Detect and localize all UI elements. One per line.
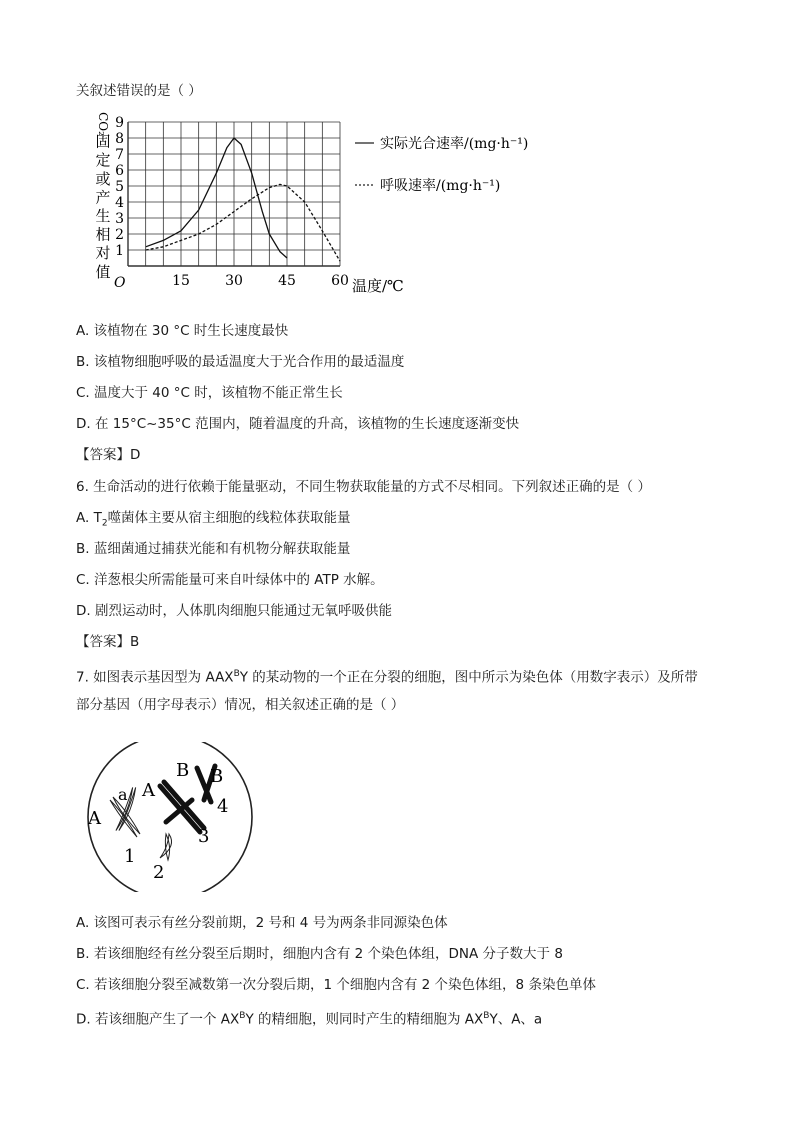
q5-stem: 关叙述错误的是（ ） bbox=[76, 83, 202, 99]
q5-answer: 【答案】D bbox=[76, 447, 141, 463]
x-axis-label: 温度/℃ bbox=[352, 277, 404, 295]
y-tick-label: 3 bbox=[115, 211, 124, 227]
x-tick-label: 15 bbox=[172, 273, 190, 289]
q6-answer: 【答案】B bbox=[76, 634, 140, 650]
label-3: 3 bbox=[198, 826, 210, 847]
chart-lines bbox=[146, 138, 340, 261]
x-tick-label: 45 bbox=[278, 273, 296, 289]
q7-option-d: D. 若该细胞产生了一个 $AX^BY$ 的精细胞，则同时产生的精细胞为 $AX^BY$、A、a bbox=[76, 1011, 543, 1028]
y-label-char: CO₂ bbox=[96, 112, 110, 136]
y-tick-label: 6 bbox=[115, 163, 124, 179]
q5-option-d: D. 在 15°C~35°C 范围内，随着温度的升高，该植物的生长速度逐渐变快 bbox=[76, 416, 520, 432]
label-B-right: B bbox=[210, 766, 224, 787]
q6-option-d: D. 剧烈运动时，人体肌肉细胞只能通过无氧呼吸供能 bbox=[76, 603, 392, 619]
q7-stem-line1: 7. 如图表示基因型为 $AAX^BY$ 的某动物的一个正在分裂的细胞，图中所示为染色体（用数字表示）及所带 bbox=[76, 669, 698, 686]
y-tick-label: 2 bbox=[115, 227, 124, 243]
x-tick-label: 30 bbox=[225, 273, 243, 289]
chart-grid bbox=[128, 122, 340, 266]
q7-option-a: A. 该图可表示有丝分裂前期，2 号和 4 号为两条非同源染色体 bbox=[76, 915, 448, 931]
y-label-char: 固 bbox=[95, 132, 111, 151]
temperature-chart bbox=[0, 106, 794, 316]
y-tick-label: 9 bbox=[115, 115, 124, 131]
legend-solid-label: 实际光合速率/(mg·h⁻¹) bbox=[380, 136, 529, 152]
y-label-char: 产 bbox=[95, 188, 111, 207]
q7-stem-line2: 部分基因（用字母表示）情况，相关叙述正确的是（ ） bbox=[76, 697, 405, 713]
label-4: 4 bbox=[217, 796, 229, 817]
q7-option-c: C. 若该细胞分裂至减数第一次分裂后期，1 个细胞内含有 2 个染色体组，8 条染色单体 bbox=[76, 977, 596, 993]
y-label-char: 定 bbox=[95, 151, 111, 170]
y-label-char: 值 bbox=[95, 262, 111, 281]
q7-option-b: B. 若该细胞经有丝分裂至后期时，细胞内含有 2 个染色体组，DNA 分子数大于 8 bbox=[76, 946, 563, 962]
q6-option-b: B. 蓝细菌通过捕获光能和有机物分解获取能量 bbox=[76, 541, 351, 557]
y-label-char: 或 bbox=[95, 169, 111, 188]
q5-option-b: B. 该植物细胞呼吸的最适温度大于光合作用的最适温度 bbox=[76, 354, 405, 370]
q5-option-c: C. 温度大于 40 °C 时，该植物不能正常生长 bbox=[76, 385, 343, 401]
label-1: 1 bbox=[124, 846, 136, 867]
label-A-left: A bbox=[88, 808, 101, 829]
x-tick-label: 60 bbox=[331, 273, 349, 289]
q6-stem: 6. 生命活动的进行依赖于能量驱动，不同生物获取能量的方式不尽相同。下列叙述正确的是（ ） bbox=[76, 479, 651, 495]
label-2: 2 bbox=[153, 862, 165, 883]
y-tick-label: 5 bbox=[115, 179, 124, 195]
y-label-char: 生 bbox=[95, 207, 111, 225]
chromosome-2 bbox=[160, 834, 172, 860]
y-label-char: 对 bbox=[95, 244, 111, 263]
label-A-mid: A bbox=[142, 780, 155, 801]
y-tick-label: 8 bbox=[115, 131, 124, 147]
y-tick-label: 1 bbox=[115, 243, 124, 259]
legend-dashed-label: 呼吸速率/(mg·h⁻¹) bbox=[380, 178, 501, 194]
y-axis-label bbox=[95, 112, 110, 281]
cell-division-figure bbox=[80, 742, 260, 892]
y-label-char: 相 bbox=[95, 225, 111, 244]
y-tick-label: 7 bbox=[115, 147, 124, 163]
q6-option-a: A. $T_2$噬菌体主要从宿主细胞的线粒体获取能量 bbox=[76, 510, 351, 529]
label-a-small: a bbox=[118, 785, 128, 804]
y-tick-label: 4 bbox=[115, 195, 124, 211]
label-B-top: B bbox=[176, 760, 190, 781]
q5-option-a: A. 该植物在 30 °C 时生长速度最快 bbox=[76, 323, 289, 339]
chromosome-3 bbox=[160, 782, 204, 832]
q6-option-c: C. 洋葱根尖所需能量可来自叶绿体中的 ATP 水解。 bbox=[76, 572, 384, 588]
origin-label: O bbox=[114, 275, 126, 291]
